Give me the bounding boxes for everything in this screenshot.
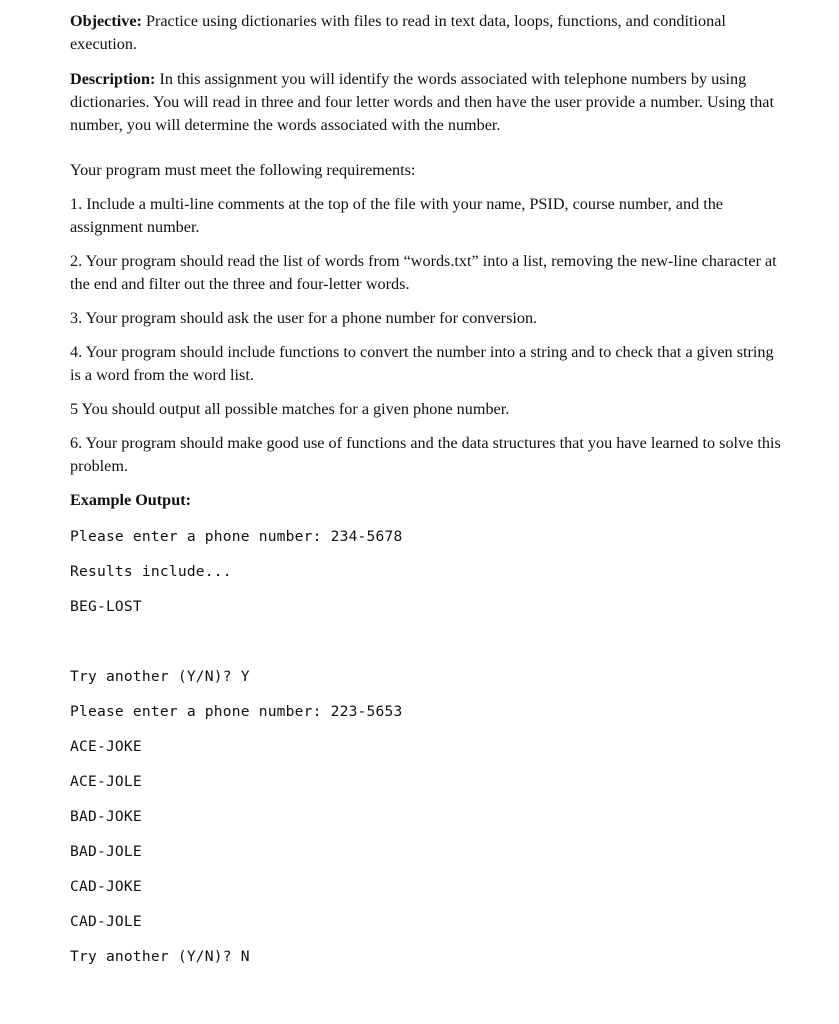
requirement-item-5: 5 You should output all possible matches for a given phone number. [70, 400, 510, 418]
example-output-heading: Example Output: [70, 491, 191, 509]
output-line: ACE-JOKE [70, 738, 142, 755]
objective-paragraph [70, 10, 785, 56]
objective-label: Objective: [70, 12, 142, 30]
example-output-block [70, 527, 785, 967]
output-line: BAD-JOLE [70, 843, 142, 860]
output-line: CAD-JOKE [70, 878, 142, 895]
output-line: BAD-JOKE [70, 808, 142, 825]
requirement-item-1: 1. Include a multi-line comments at the top of the file with your name, PSID, course number, and the assignment number. [70, 195, 723, 236]
output-line: Please enter a phone number: 223-5653 [70, 703, 403, 720]
requirements-intro: Your program must meet the following requirements: [70, 161, 416, 179]
description-text: In this assignment you will identify the words associated with telephone numbers by using dictionaries. You will read in three and four letter words and then have the user provide a number. Using that number, you will determine the words associated with the number. [70, 70, 774, 134]
assignment-document [70, 10, 785, 967]
output-line: Results include... [70, 563, 232, 580]
requirement-item-6: 6. Your program should make good use of functions and the data structures that you have learned to solve this problem. [70, 434, 781, 475]
output-line: Try another (Y/N)? Y [70, 668, 250, 685]
output-line: CAD-JOLE [70, 913, 142, 930]
output-line: BEG-LOST [70, 598, 142, 615]
output-line: ACE-JOLE [70, 773, 142, 790]
output-line: Please enter a phone number: 234-5678 [70, 528, 403, 545]
output-line: Try another (Y/N)? N [70, 948, 250, 965]
objective-text: Practice using dictionaries with files to read in text data, loops, functions, and conditional execution. [70, 12, 726, 53]
requirement-item-2: 2. Your program should read the list of words from “words.txt” into a list, removing the new-line character at the end and filter out the three and four-letter words. [70, 252, 777, 293]
description-label: Description: [70, 70, 156, 88]
requirement-item-4: 4. Your program should include functions to convert the number into a string and to check that a given string is a word from the word list. [70, 343, 774, 384]
description-paragraph [70, 68, 785, 137]
requirement-item-3: 3. Your program should ask the user for a phone number for conversion. [70, 309, 538, 327]
